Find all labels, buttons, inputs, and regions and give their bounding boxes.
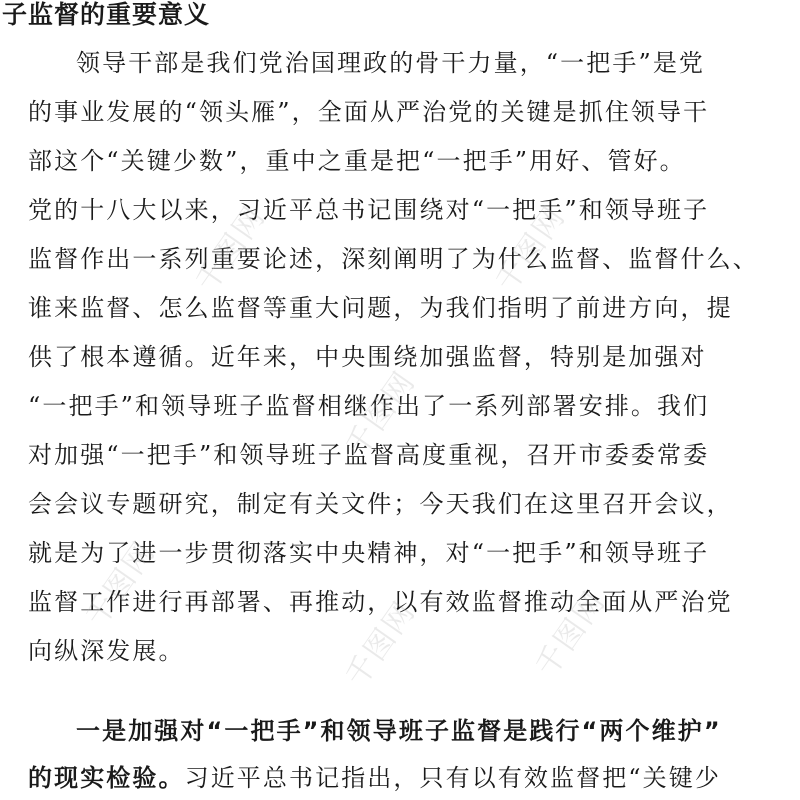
paragraph-line: 党的十八大以来，习近平总书记围绕对“一把手”和领导班子 [28, 196, 710, 224]
paragraph-line: 部这个“关键少数”，重中之重是把“一把手”用好、管好。 [28, 147, 686, 175]
watermark-text: 千图网 [339, 594, 423, 694]
paragraph-line: 对加强“一把手”和领导班子监督高度重视，召开市委委常委 [28, 441, 710, 469]
paragraph-line: 向纵深发展。 [28, 637, 185, 665]
paragraph-line: “一把手”和领导班子监督相继作出了一系列部署安排。我们 [28, 392, 710, 420]
watermark-text: 千图网 [529, 584, 613, 684]
paragraph-line: 谁来监督、怎么监督等重大问题，为我们指明了前进方向，提 [28, 294, 733, 322]
watermark-text: 千图网 [339, 364, 423, 464]
watermark-text: 千图网 [489, 199, 573, 299]
watermark-text: 千图网 [189, 199, 273, 299]
paragraph-line: 的事业发展的“领头雁”，全面从严治党的关键是抓住领导干 [28, 98, 710, 126]
section-heading: 子监督的重要意义 [2, 0, 211, 29]
paragraph-text: 习近平总书记指出，只有以有效监督把“关键少 [184, 764, 721, 792]
bold-lead-line: 一是加强对“一把手”和领导班子监督是践行“两个维护” [76, 717, 722, 745]
paragraph-line [28, 763, 721, 793]
paragraph-line: 会会议专题研究，制定有关文件；今天我们在这里召开会议， [28, 490, 733, 518]
paragraph-line: 监督作出一系列重要论述，深刻阐明了为什么监督、监督什么、 [28, 245, 759, 273]
paragraph-line: 领导干部是我们党治国理政的骨干力量，“一把手”是党 [76, 49, 706, 77]
paragraph-line: 就是为了进一步贯彻落实中央精神，对“一把手”和领导班子 [28, 539, 710, 567]
watermark-text: 千图网 [79, 534, 163, 634]
bold-lead-text: 的现实检验。 [28, 764, 185, 792]
paragraph-line: 供了根本遵循。近年来，中央围绕加强监督，特别是加强对 [28, 343, 707, 371]
paragraph-line: 监督工作进行再部署、再推动，以有效监督推动全面从严治党 [28, 588, 733, 616]
